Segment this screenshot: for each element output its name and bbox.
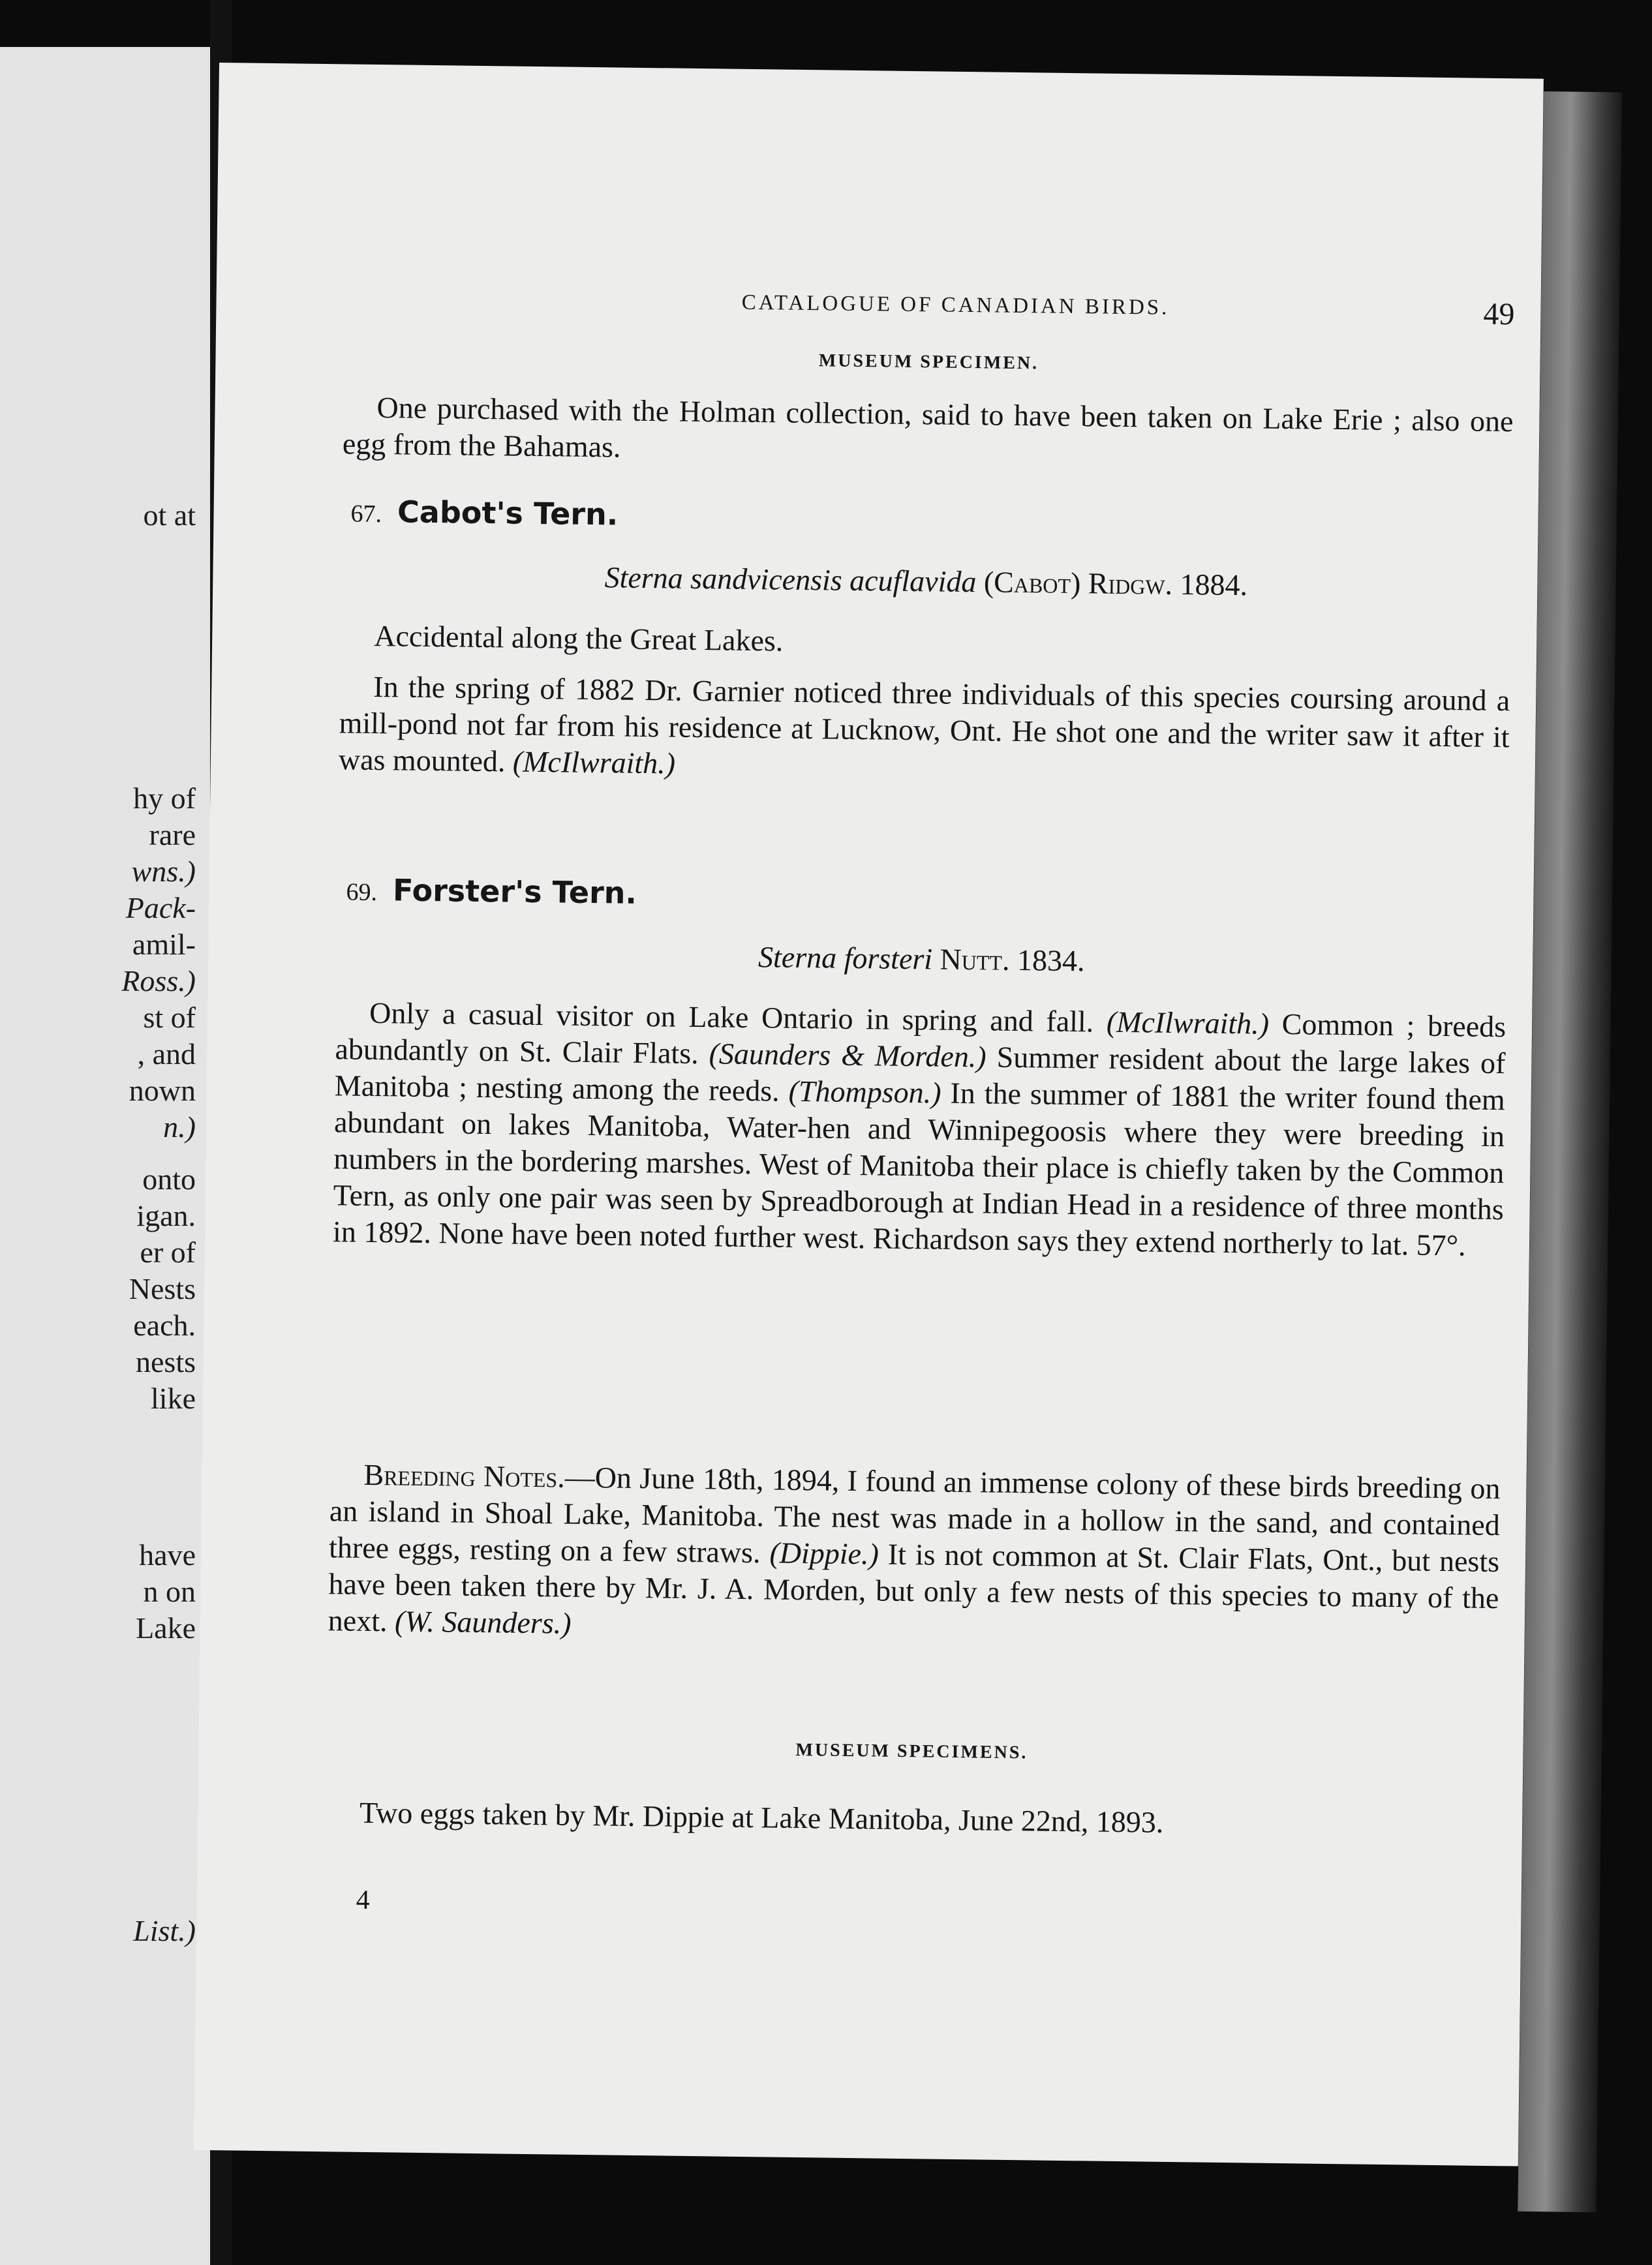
facing-page-fragment: List.) [133, 1914, 196, 1947]
facing-page-fragment: n on [143, 1575, 196, 1608]
museum-specimens-heading: MUSEUM SPECIMENS. [795, 1739, 1028, 1763]
species-account [339, 668, 1510, 792]
facing-page-fragment: Pack- [125, 891, 196, 924]
page-number: 49 [1483, 296, 1515, 332]
authority: (Cabot) Ridgw. [983, 565, 1173, 601]
status-text: Accidental along the Great Lakes. [373, 618, 784, 658]
account-citation: (McIlwraith.) [512, 744, 676, 780]
museum-specimen-text: One purchased with the Holman collection, said to have been taken on Lake Erie ; also one egg from the Bahamas. [342, 390, 1514, 464]
species-number: 67. [350, 500, 382, 528]
facing-page-fragment: igan. [136, 1199, 196, 1232]
museum-specimen-heading: MUSEUM SPECIMEN. [818, 350, 1039, 374]
text-run: Only a casual visitor on Lake Ontario in spring and fall. [369, 996, 1107, 1039]
facing-page-fragment: nown [129, 1074, 196, 1107]
museum-specimens-text: Two eggs taken by Mr. Dippie at Lake Manitoba, June 22nd, 1893. [359, 1795, 1164, 1839]
species-heading-forsters-tern [346, 872, 637, 910]
facing-page-fragment: nests [136, 1345, 196, 1378]
species-heading-cabots-tern [350, 494, 618, 532]
facing-page-fragment: Lake [136, 1611, 196, 1645]
facing-page-fragment: rare [149, 818, 196, 851]
citation: (W. Saunders.) [394, 1604, 572, 1640]
facing-page-fragment: each. [133, 1309, 196, 1342]
facing-page-fragment: wns.) [131, 855, 196, 888]
facing-page-fragment: st of [143, 1001, 196, 1034]
year: 1834. [1017, 943, 1085, 978]
scientific-name-line [336, 934, 1507, 983]
species-name: Forster's Tern. [392, 872, 637, 911]
facing-page-fragment: n.) [163, 1110, 196, 1144]
facing-page-fragment: hy of [133, 782, 196, 815]
scientific-name: Sterna sandvicensis acuflavida [604, 560, 977, 599]
facing-page [0, 47, 210, 2265]
facing-page-fragment: , and [137, 1037, 196, 1071]
authority: Nutt. [940, 942, 1010, 977]
facing-page-fragment: amil- [132, 928, 196, 961]
facing-page-fragment: have [139, 1538, 196, 1572]
account-text: In the spring of 1882 Dr. Garnier noticed three individuals of this species coursing around a mill-pond not far from his residence at Lucknow, Ont. He shot one and the writer saw it after it was mounted. [338, 669, 1510, 778]
facing-page-fragment: onto [142, 1163, 196, 1196]
text-run: In the summer of 1881 the writer found them abundant on lakes Manitoba, Water-hen and Winnipegoosis where they were breeding in numbers in the bordering marshes. West of Manitoba their place is chiefly taken by the Common Tern, as only one pair was seen by Spreadborough at Indian Head in a residence of three months in 1892. None have been noted further west. Richardson says they extend northerly to lat. 57°. [332, 1076, 1506, 1262]
citation: (Saunders & Morden.) [709, 1037, 987, 1074]
species-number: 69. [346, 878, 378, 907]
species-name: Cabot's Tern. [397, 494, 619, 532]
scientific-name: Sterna forsteri [757, 940, 933, 976]
sheet-signature: 4 [356, 1885, 370, 1916]
text-run: Common ; breeds abundantly on St. Clair Flats. [335, 1007, 1507, 1071]
page-content [328, 286, 1515, 1916]
text-run: —On June 18th, 1894, I found an immense colony of these birds breeding on an island in Shoal Lake, Manitoba. The nest was made in a hollow in the sand, and contained three eggs, resting on a few straws. [328, 1460, 1501, 1570]
book-page [194, 63, 1544, 2166]
breeding-notes-label: Breeding Notes. [363, 1457, 566, 1494]
facing-page-fragment: er of [140, 1236, 196, 1269]
scientific-name-line [341, 556, 1512, 605]
text-run: It is not common at St. Clair Flats, Ont., but nests have been taken there by Mr. J. A. Morden, but only a few nests of this species to many of the next. [328, 1537, 1500, 1638]
facing-page-fragment: Ross.) [121, 964, 196, 997]
facing-page-fragment: ot at [143, 498, 196, 532]
running-head: CATALOGUE OF CANADIAN BIRDS. [741, 290, 1170, 320]
year: 1884. [1180, 568, 1248, 602]
citation: (McIlwraith.) [1106, 1005, 1270, 1041]
facing-page-fragment: Nests [129, 1272, 196, 1305]
facing-page-fragment: like [151, 1382, 196, 1415]
breeding-notes [328, 1456, 1500, 1653]
text-run: Summer resident about the large lakes of Manitoba ; nesting among the reeds. [334, 1040, 1506, 1108]
species-account [333, 994, 1507, 1264]
citation: (Dippie.) [769, 1536, 880, 1571]
citation: (Thompson.) [788, 1074, 941, 1110]
